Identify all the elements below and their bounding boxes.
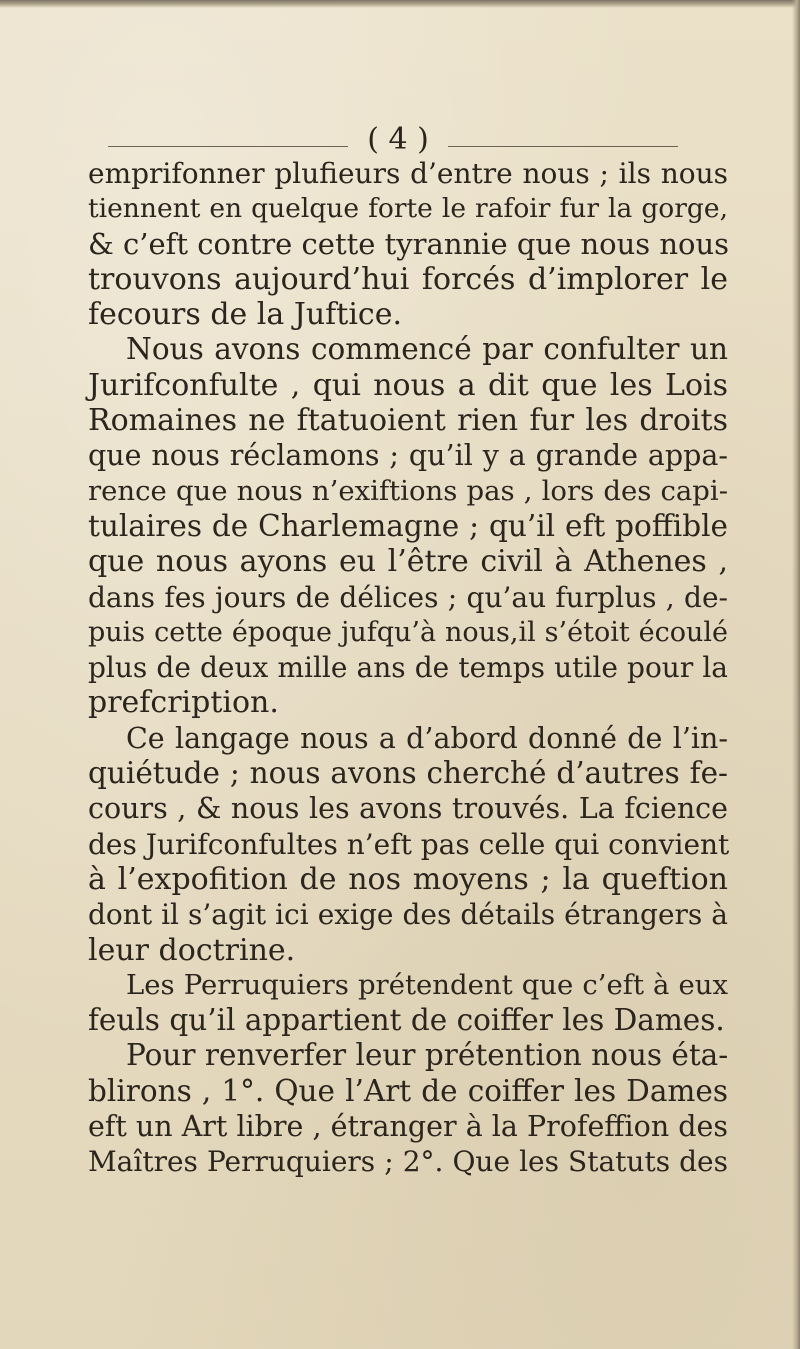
text-line: plus de deux mille ans de temps utile pour la (88, 651, 728, 685)
text-line: dans fes jours de délices ; qu’au furplus , de- (88, 580, 728, 614)
text-line: que nous ayons eu l’être civil à Athenes , (88, 544, 728, 580)
text-line: rence que nous n’exiftions pas , lors des capi- (88, 474, 728, 507)
header-rule-right (448, 146, 678, 147)
text-line: emprifonner plufieurs d’entre nous ; ils nous (88, 157, 728, 190)
text-line: Maîtres Perruquiers ; 2°. Que les Statuts des (88, 1145, 728, 1179)
text-line: Pour renverfer leur prétention nous éta- (126, 1038, 729, 1073)
text-line: & c’eft contre cette tyrannie que nous nous (88, 226, 730, 261)
text-line: dont il s’agit ici exige des détails étrangers à (88, 898, 728, 932)
text-line: quiétude ; nous avons cherché d’autres fe- (88, 756, 728, 791)
text-line: Ce langage nous a d’abord donné de l’in- (126, 721, 728, 755)
text-line: fecours de la Juftice. (88, 297, 403, 333)
page-header (108, 118, 698, 158)
text-line: trouvons aujourd’hui forcés d’implorer le (88, 261, 728, 297)
text-line: des Jurifconfultes n’eft pas celle qui convient (88, 827, 730, 861)
text-line: eft un Art libre , étranger à la Profeffion des (88, 1110, 728, 1144)
page-right-edge (792, 0, 800, 1349)
page-top-edge (0, 0, 800, 8)
text-line: tiennent en quelque forte le rafoir fur la gorge, (88, 193, 728, 225)
text-line: Nous avons commencé par confulter un (126, 332, 728, 367)
text-line: blirons , 1°. Que l’Art de coiffer les Dames (88, 1073, 728, 1108)
text-line: Jurifconfulte , qui nous a dit que les Lois (88, 367, 728, 403)
text-line: Romaines ne ftatuoient rien fur les droits (88, 403, 728, 439)
body-text (88, 156, 728, 1180)
text-line: tulaires de Charlemagne ; qu’il eft poffible (88, 508, 728, 543)
text-line: Les Perruquiers prétendent que c’eft à eux (126, 968, 728, 1001)
text-line: feuls qu’il appartient de coiffer les Dames. (88, 1003, 725, 1038)
text-line: prefcription. (88, 685, 279, 721)
text-line: que nous réclamons ; qu’il y a grande appa- (88, 439, 728, 473)
text-line: à l’expofition de nos moyens ; la queftion (88, 861, 728, 897)
text-line: cours , & nous les avons trouvés. La fcience (88, 792, 728, 826)
text-line: puis cette époque jufqu’à nous,il s’étoit écoulé (88, 616, 728, 648)
text-line: leur doctrine. (88, 932, 296, 968)
page-number: ( 4 ) (367, 122, 429, 157)
